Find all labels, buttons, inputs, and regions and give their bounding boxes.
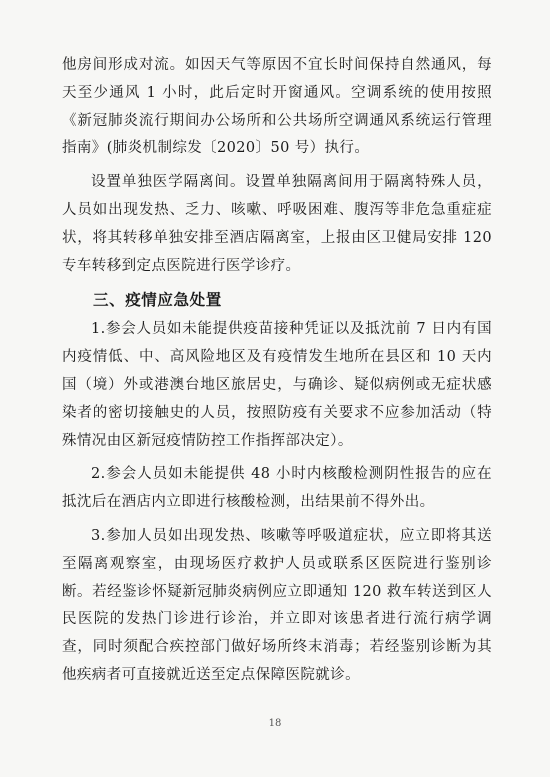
paragraph-item-2: 2.参会人员如未能提供 48 小时内核酸检测阴性报告的应在抵沈后在酒店内立即进行核酸检测，出结果前不得外出。 (62, 466, 492, 511)
page-number: 18 (268, 718, 282, 729)
paragraph-item-1: 1.参会人员如未能提供疫苗接种凭证以及抵沈前 7 日内有国内疫情低、中、高风险地区及有疫情发生地所在县区和 10 天内国（境）外或港澳台地区旅居史，与确诊、疑似病例或无症状感染者的密切接触史的人员，按照防疫有关要求不应参加活动（特殊情况由区新冠疫情防控工作指挥部决定）。 (62, 321, 492, 449)
paragraph-isolation-room: 设置单独医学隔离间。设置单独隔离间用于隔离特殊人员，人员如出现发热、乏力、咳嗽、呼吸困难、腹泻等非危急重症症状，将其转移单独安排至酒店隔离室，上报由区卫健局安排 120 专车转移到定点医院进行医学诊疗。 (62, 174, 492, 274)
section-heading-emergency: 三、疫情应急处置 (93, 291, 222, 310)
document-body (62, 52, 492, 696)
paragraph-item-3: 3.参加人员如出现发热、咳嗽等呼吸道症状，应立即将其送至隔离观察室，由现场医疗救护人员或联系区医院进行鉴别诊断。若经鉴诊怀疑新冠肺炎病例应立即通知 120 救车转送到区人民医院的发热门诊进行诊治，并立即对该患者进行流行病学调查，同时须配合疾控部门做好场所终末消毒；若经鉴别诊断为其他疾病者可直接就近送至定点保障医院就诊。 (62, 527, 492, 683)
paragraph-ventilation: 他房间形成对流。如因天气等原因不宜长时间保持自然通风，每天至少通风 1 小时，此后定时开窗通风。空调系统的使用按照《新冠肺炎流行期间办公场所和公共场所空调通风系统运行管理指南》(肺炎机制综发〔2020〕50 号）执行。 (62, 57, 492, 157)
